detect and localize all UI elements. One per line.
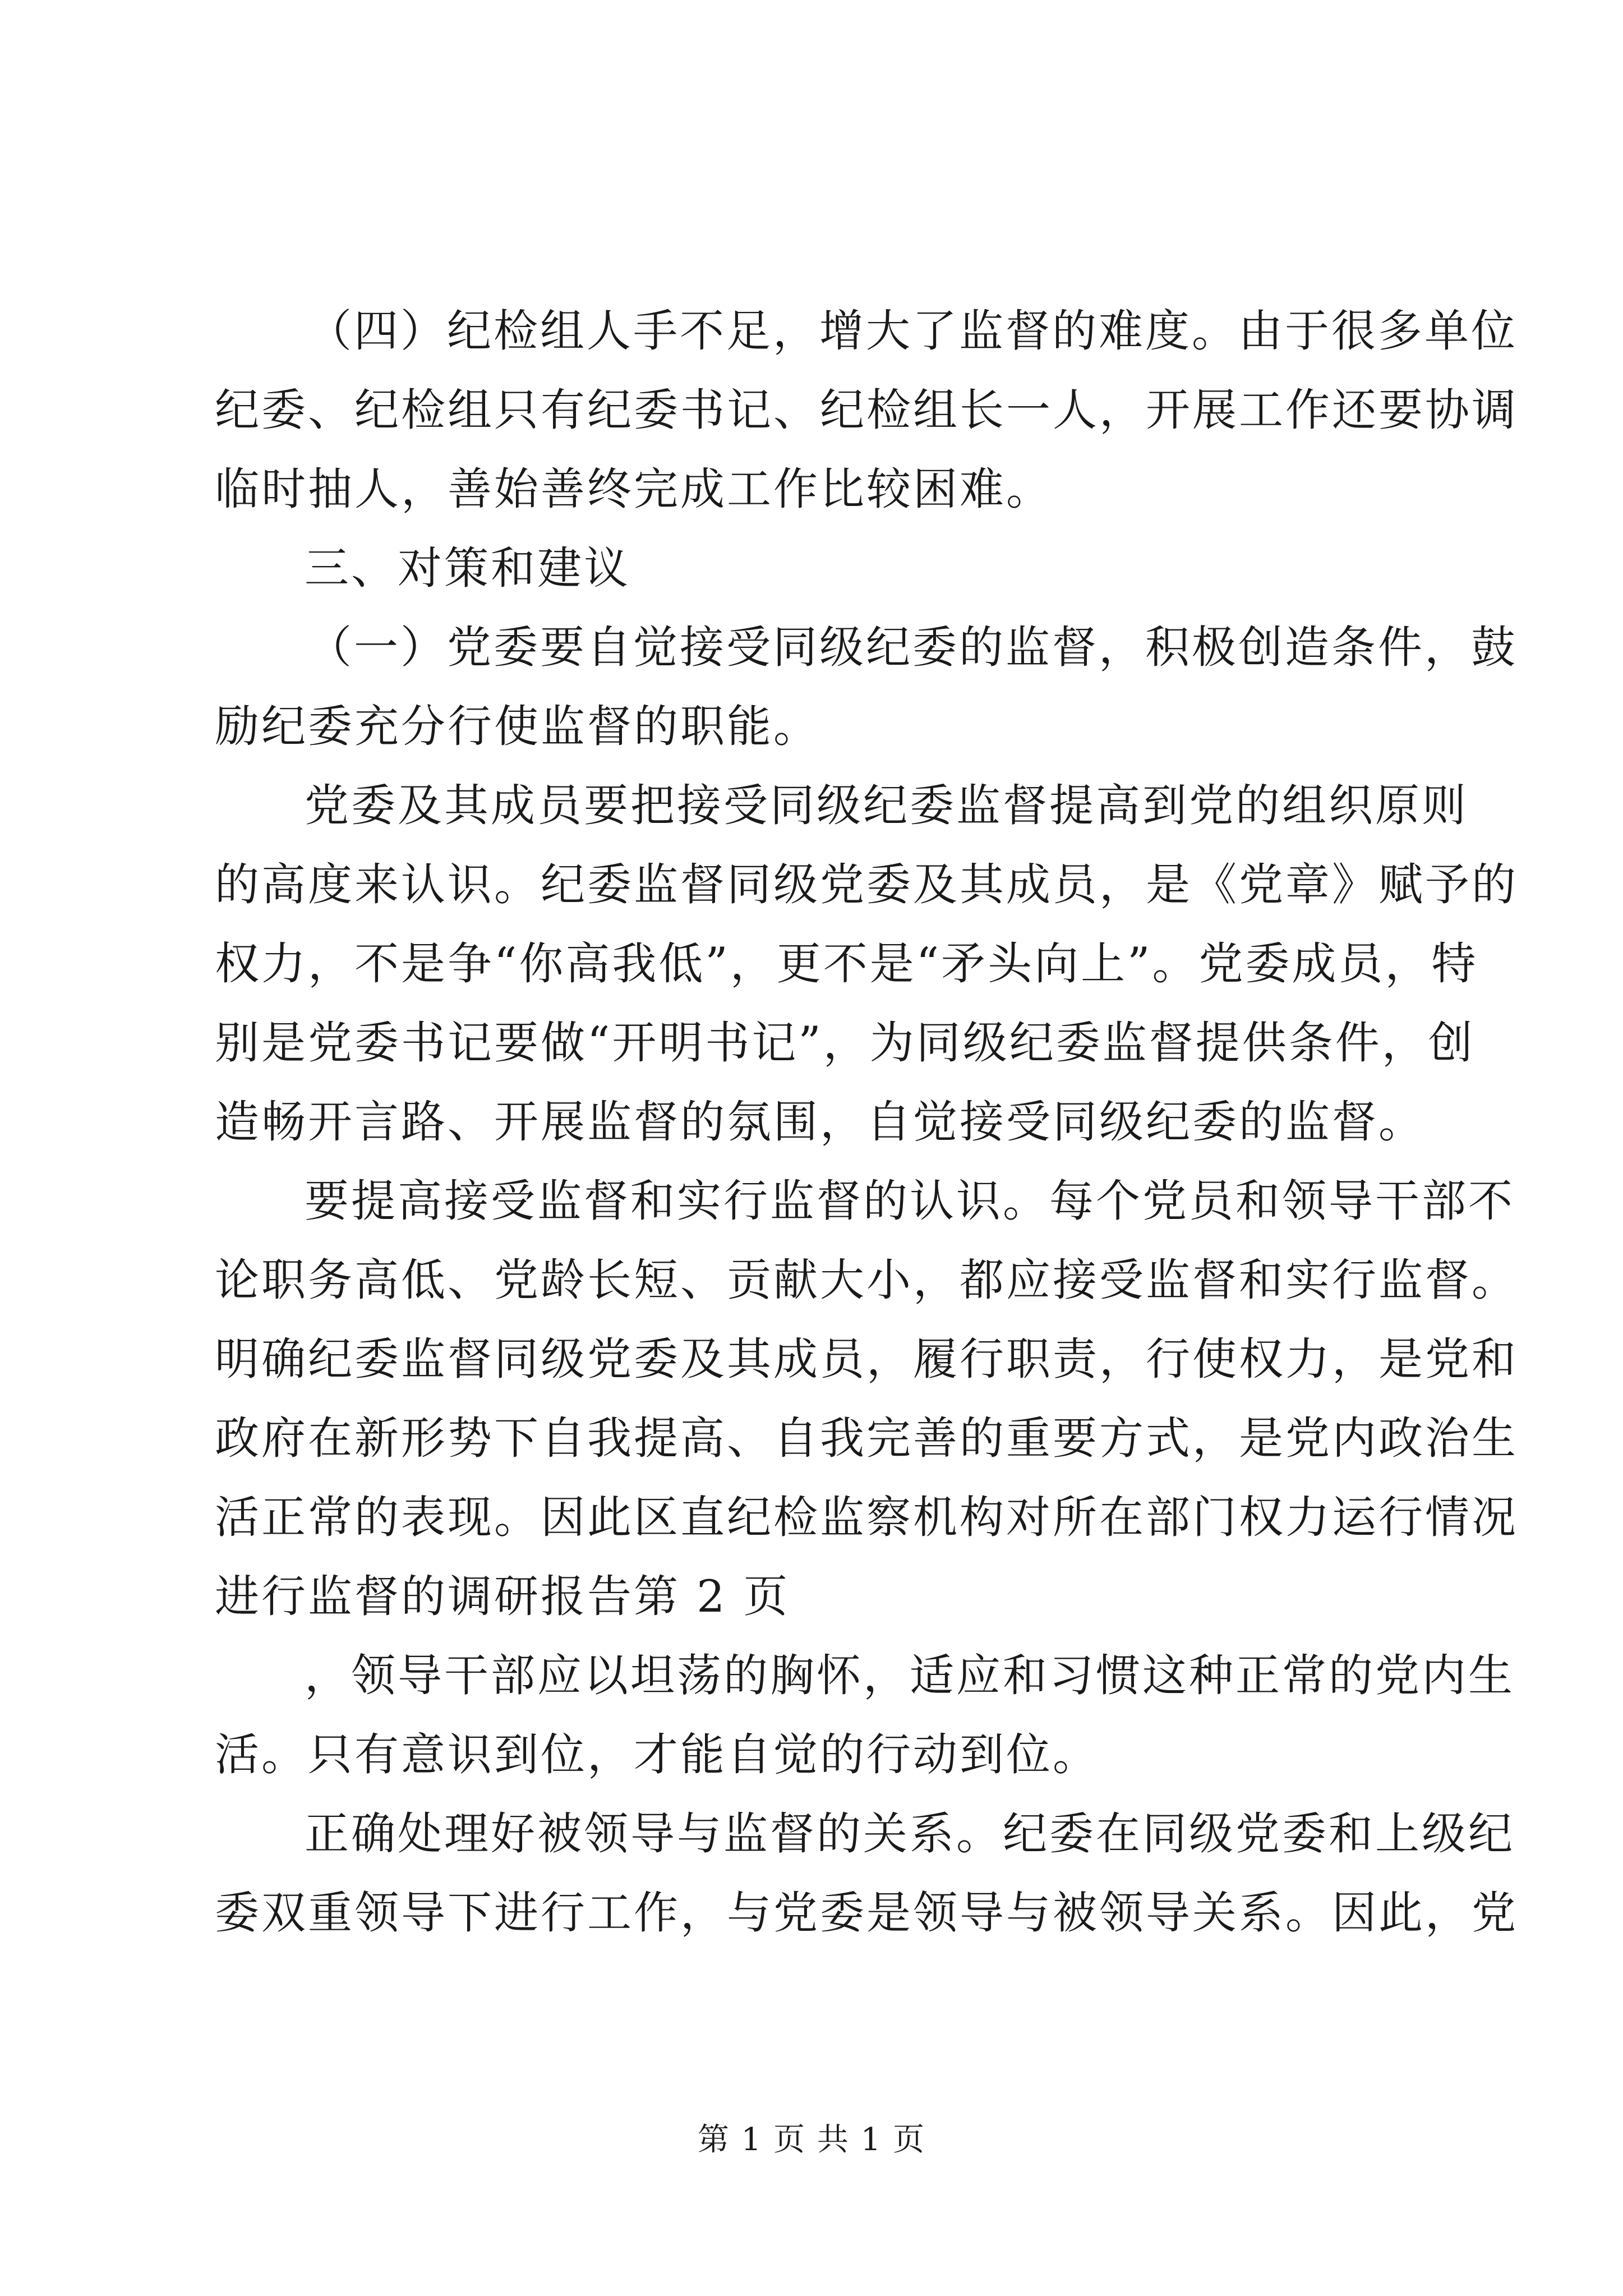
document-body	[215, 292, 1518, 1953]
paragraph-line: 造畅开言路、开展监督的氛围，自觉接受同级纪委的监督。	[215, 1096, 1425, 1148]
paragraph-line: ，领导干部应以坦荡的胸怀，适应和习惯这种正常的党内生	[305, 1650, 1515, 1701]
paragraph-line: 论职务高低、党龄长短、贡献大小，都应接受监督和实行监督。	[215, 1254, 1518, 1306]
paragraph-line: 活。只有意识到位，才能自觉的行动到位。	[215, 1729, 1099, 1780]
page-footer: 第 1 页 共 1 页	[697, 2122, 926, 2158]
paragraph-line: 的高度来认识。纪委监督同级党委及其成员，是《党章》赋予的	[215, 859, 1518, 910]
paragraph-line: （一）党委要自觉接受同级纪委的监督，积极创造条件，鼓	[307, 622, 1518, 673]
paragraph-line: 活正常的表现。因此区直纪检监察机构对所在部门权力运行情况	[215, 1492, 1518, 1543]
paragraph-line: 纪委、纪检组只有纪委书记、纪检组长一人，开展工作还要协调	[215, 384, 1518, 436]
paragraph-line: 正确处理好被领导与监督的关系。纪委在同级党委和上级纪	[305, 1808, 1515, 1860]
paragraph-line: 明确纪委监督同级党委及其成员，履行职责，行使权力，是党和	[215, 1333, 1518, 1385]
paragraph-line: 要提高接受监督和实行监督的认识。每个党员和领导干部不	[305, 1175, 1515, 1227]
paragraph-line: 别是党委书记要做“开明书记”，为同级纪委监督提供条件，创	[215, 1017, 1475, 1069]
section-heading: 三、对策和建议	[305, 542, 630, 594]
paragraph-line: 进行监督的调研报告第 2 页	[215, 1571, 790, 1622]
paragraph-line: 政府在新形势下自我提高、自我完善的重要方式，是党内政治生	[215, 1412, 1518, 1464]
paragraph-line: 励纪委充分行使监督的职能。	[215, 701, 820, 752]
paragraph-line: 临时抽人，善始善终完成工作比较困难。	[215, 463, 1053, 515]
paragraph-line: 权力，不是争“你高我低”，更不是“矛头向上”。党委成员，特	[215, 938, 1478, 990]
paragraph-line: （四）纪检组人手不足，增大了监督的难度。由于很多单位	[307, 305, 1518, 357]
paragraph-line: 委双重领导下进行工作，与党委是领导与被领导关系。因此，党	[215, 1887, 1518, 1939]
paragraph-line: 党委及其成员要把接受同级纪委监督提高到党的组织原则	[305, 780, 1468, 831]
